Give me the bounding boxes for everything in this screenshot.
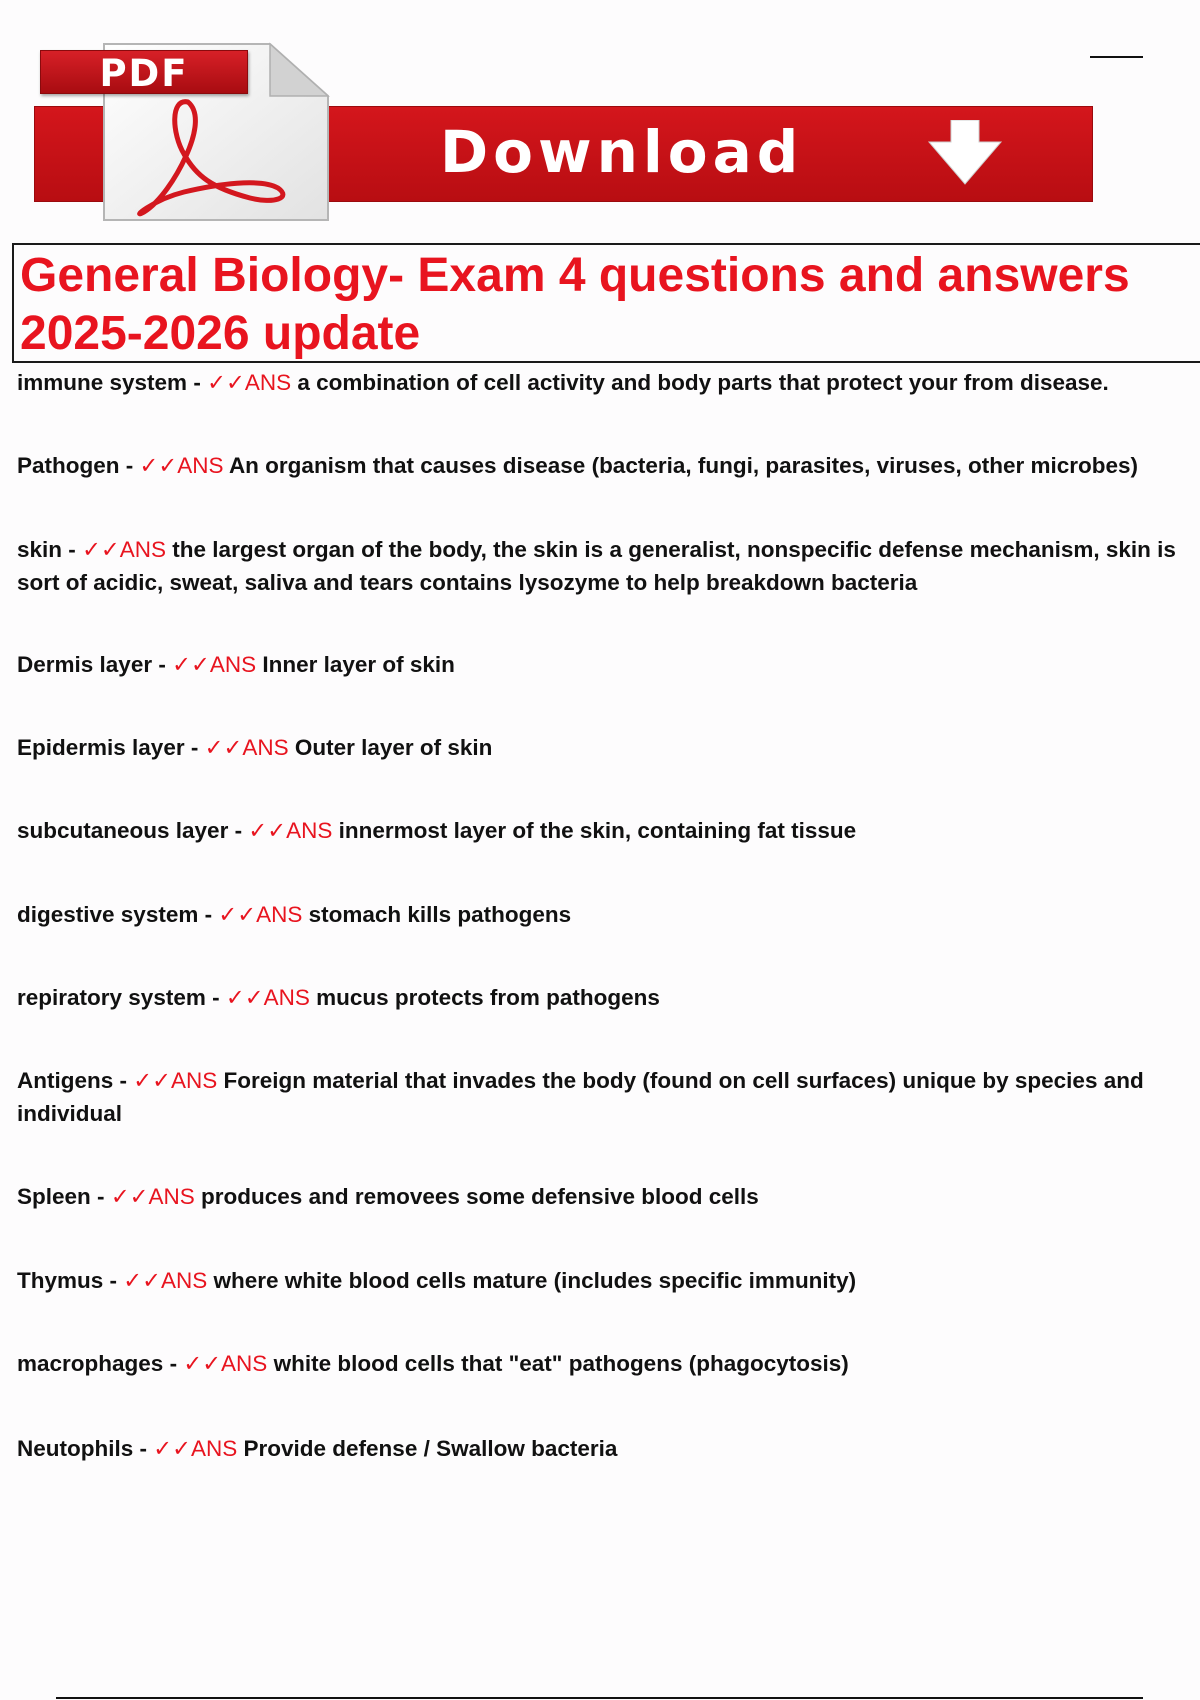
qa-term: macrophages bbox=[17, 1351, 164, 1376]
qa-term: repiratory system bbox=[17, 985, 206, 1010]
qa-separator: - bbox=[193, 370, 201, 395]
qa-separator: - bbox=[109, 1268, 118, 1293]
answer-marker: ✓✓ANS bbox=[225, 985, 310, 1010]
qa-term: immune system bbox=[17, 370, 188, 395]
qa-answer: Outer layer of skin bbox=[294, 735, 493, 760]
answer-marker: ✓✓ANS bbox=[248, 818, 333, 843]
qa-term: Spleen bbox=[17, 1184, 91, 1209]
qa-term: Pathogen bbox=[17, 453, 120, 478]
answer-marker: ✓✓ANS bbox=[110, 1184, 195, 1209]
qa-answer: white blood cells that "eat" pathogens (phagocytosis) bbox=[273, 1351, 849, 1376]
qa-item bbox=[17, 1432, 1200, 1465]
answer-marker: ✓✓ANS bbox=[183, 1351, 268, 1376]
answer-marker: ✓✓ANS bbox=[153, 1436, 238, 1461]
qa-term: subcutaneous layer bbox=[17, 818, 229, 843]
qa-separator: - bbox=[97, 1184, 105, 1209]
qa-item bbox=[17, 898, 1200, 931]
qa-answer: produces and removees some defensive blood cells bbox=[201, 1184, 759, 1209]
qa-term: Antigens bbox=[17, 1068, 114, 1093]
qa-separator: - bbox=[125, 453, 134, 478]
qa-separator: - bbox=[204, 902, 213, 927]
qa-term: digestive system bbox=[17, 902, 199, 927]
qa-item bbox=[17, 814, 1200, 847]
qa-separator: - bbox=[234, 818, 243, 843]
qa-term: Neutophils bbox=[17, 1436, 134, 1461]
qa-item bbox=[17, 981, 1200, 1014]
qa-term: Thymus bbox=[17, 1268, 104, 1293]
qa-answer: stomach kills pathogens bbox=[308, 902, 572, 927]
qa-item bbox=[17, 1064, 1200, 1130]
pdf-label: PDF bbox=[99, 52, 189, 95]
answer-marker: ✓✓ANS bbox=[133, 1068, 218, 1093]
qa-answer: An organism that causes disease (bacteria, fungi, parasites, viruses, other microbes) bbox=[228, 453, 1139, 478]
qa-separator: - bbox=[139, 1436, 148, 1461]
qa-item bbox=[17, 366, 1200, 399]
answer-marker: ✓✓ANS bbox=[204, 735, 289, 760]
answer-marker: ✓✓ANS bbox=[207, 370, 292, 395]
footer-rule bbox=[56, 1697, 1143, 1699]
download-arrow-icon bbox=[925, 120, 1005, 186]
qa-item bbox=[17, 1180, 1200, 1213]
answer-marker: ✓✓ANS bbox=[172, 652, 257, 677]
qa-answer: mucus protects from pathogens bbox=[316, 985, 660, 1010]
answer-marker: ✓✓ANS bbox=[218, 902, 303, 927]
pdf-download-banner[interactable] bbox=[0, 0, 1100, 230]
qa-separator: - bbox=[119, 1068, 128, 1093]
answer-marker: ✓✓ANS bbox=[123, 1268, 208, 1293]
title-box bbox=[12, 243, 1200, 363]
download-label: Download bbox=[440, 118, 804, 186]
qa-answer: Provide defense / Swallow bacteria bbox=[243, 1436, 618, 1461]
qa-item bbox=[17, 648, 1200, 681]
qa-term: Dermis layer bbox=[17, 652, 153, 677]
qa-answer: Foreign material that invades the body (found on cell surfaces) unique by species and individual bbox=[17, 1068, 1144, 1126]
qa-item bbox=[17, 1264, 1200, 1297]
qa-item bbox=[17, 449, 1200, 482]
pdf-label-tab bbox=[40, 50, 248, 94]
qa-answer: Inner layer of skin bbox=[262, 652, 455, 677]
qa-answer: the largest organ of the body, the skin is a generalist, nonspecific defense mechanism, skin is sort of acidic, sweat, saliva and tears contains lysozyme to help breakdown bacteria bbox=[17, 537, 1176, 595]
qa-answer: where white blood cells mature (includes specific immunity) bbox=[213, 1268, 857, 1293]
qa-separator: - bbox=[190, 735, 199, 760]
qa-term: Epidermis layer bbox=[17, 735, 185, 760]
qa-answer: a combination of cell activity and body parts that protect your from disease. bbox=[297, 370, 1109, 395]
qa-separator: - bbox=[212, 985, 220, 1010]
qa-separator: - bbox=[158, 652, 166, 677]
answer-marker: ✓✓ANS bbox=[139, 453, 224, 478]
qa-term: skin bbox=[17, 537, 63, 562]
qa-item bbox=[17, 731, 1200, 764]
qa-item bbox=[17, 533, 1200, 599]
qa-separator: - bbox=[169, 1351, 178, 1376]
answer-marker: ✓✓ANS bbox=[82, 537, 167, 562]
qa-item bbox=[17, 1347, 1200, 1380]
qa-separator: - bbox=[68, 537, 76, 562]
document-title: General Biology- Exam 4 questions and answers 2025-2026 update bbox=[20, 249, 1130, 360]
qa-answer: innermost layer of the skin, containing fat tissue bbox=[338, 818, 857, 843]
